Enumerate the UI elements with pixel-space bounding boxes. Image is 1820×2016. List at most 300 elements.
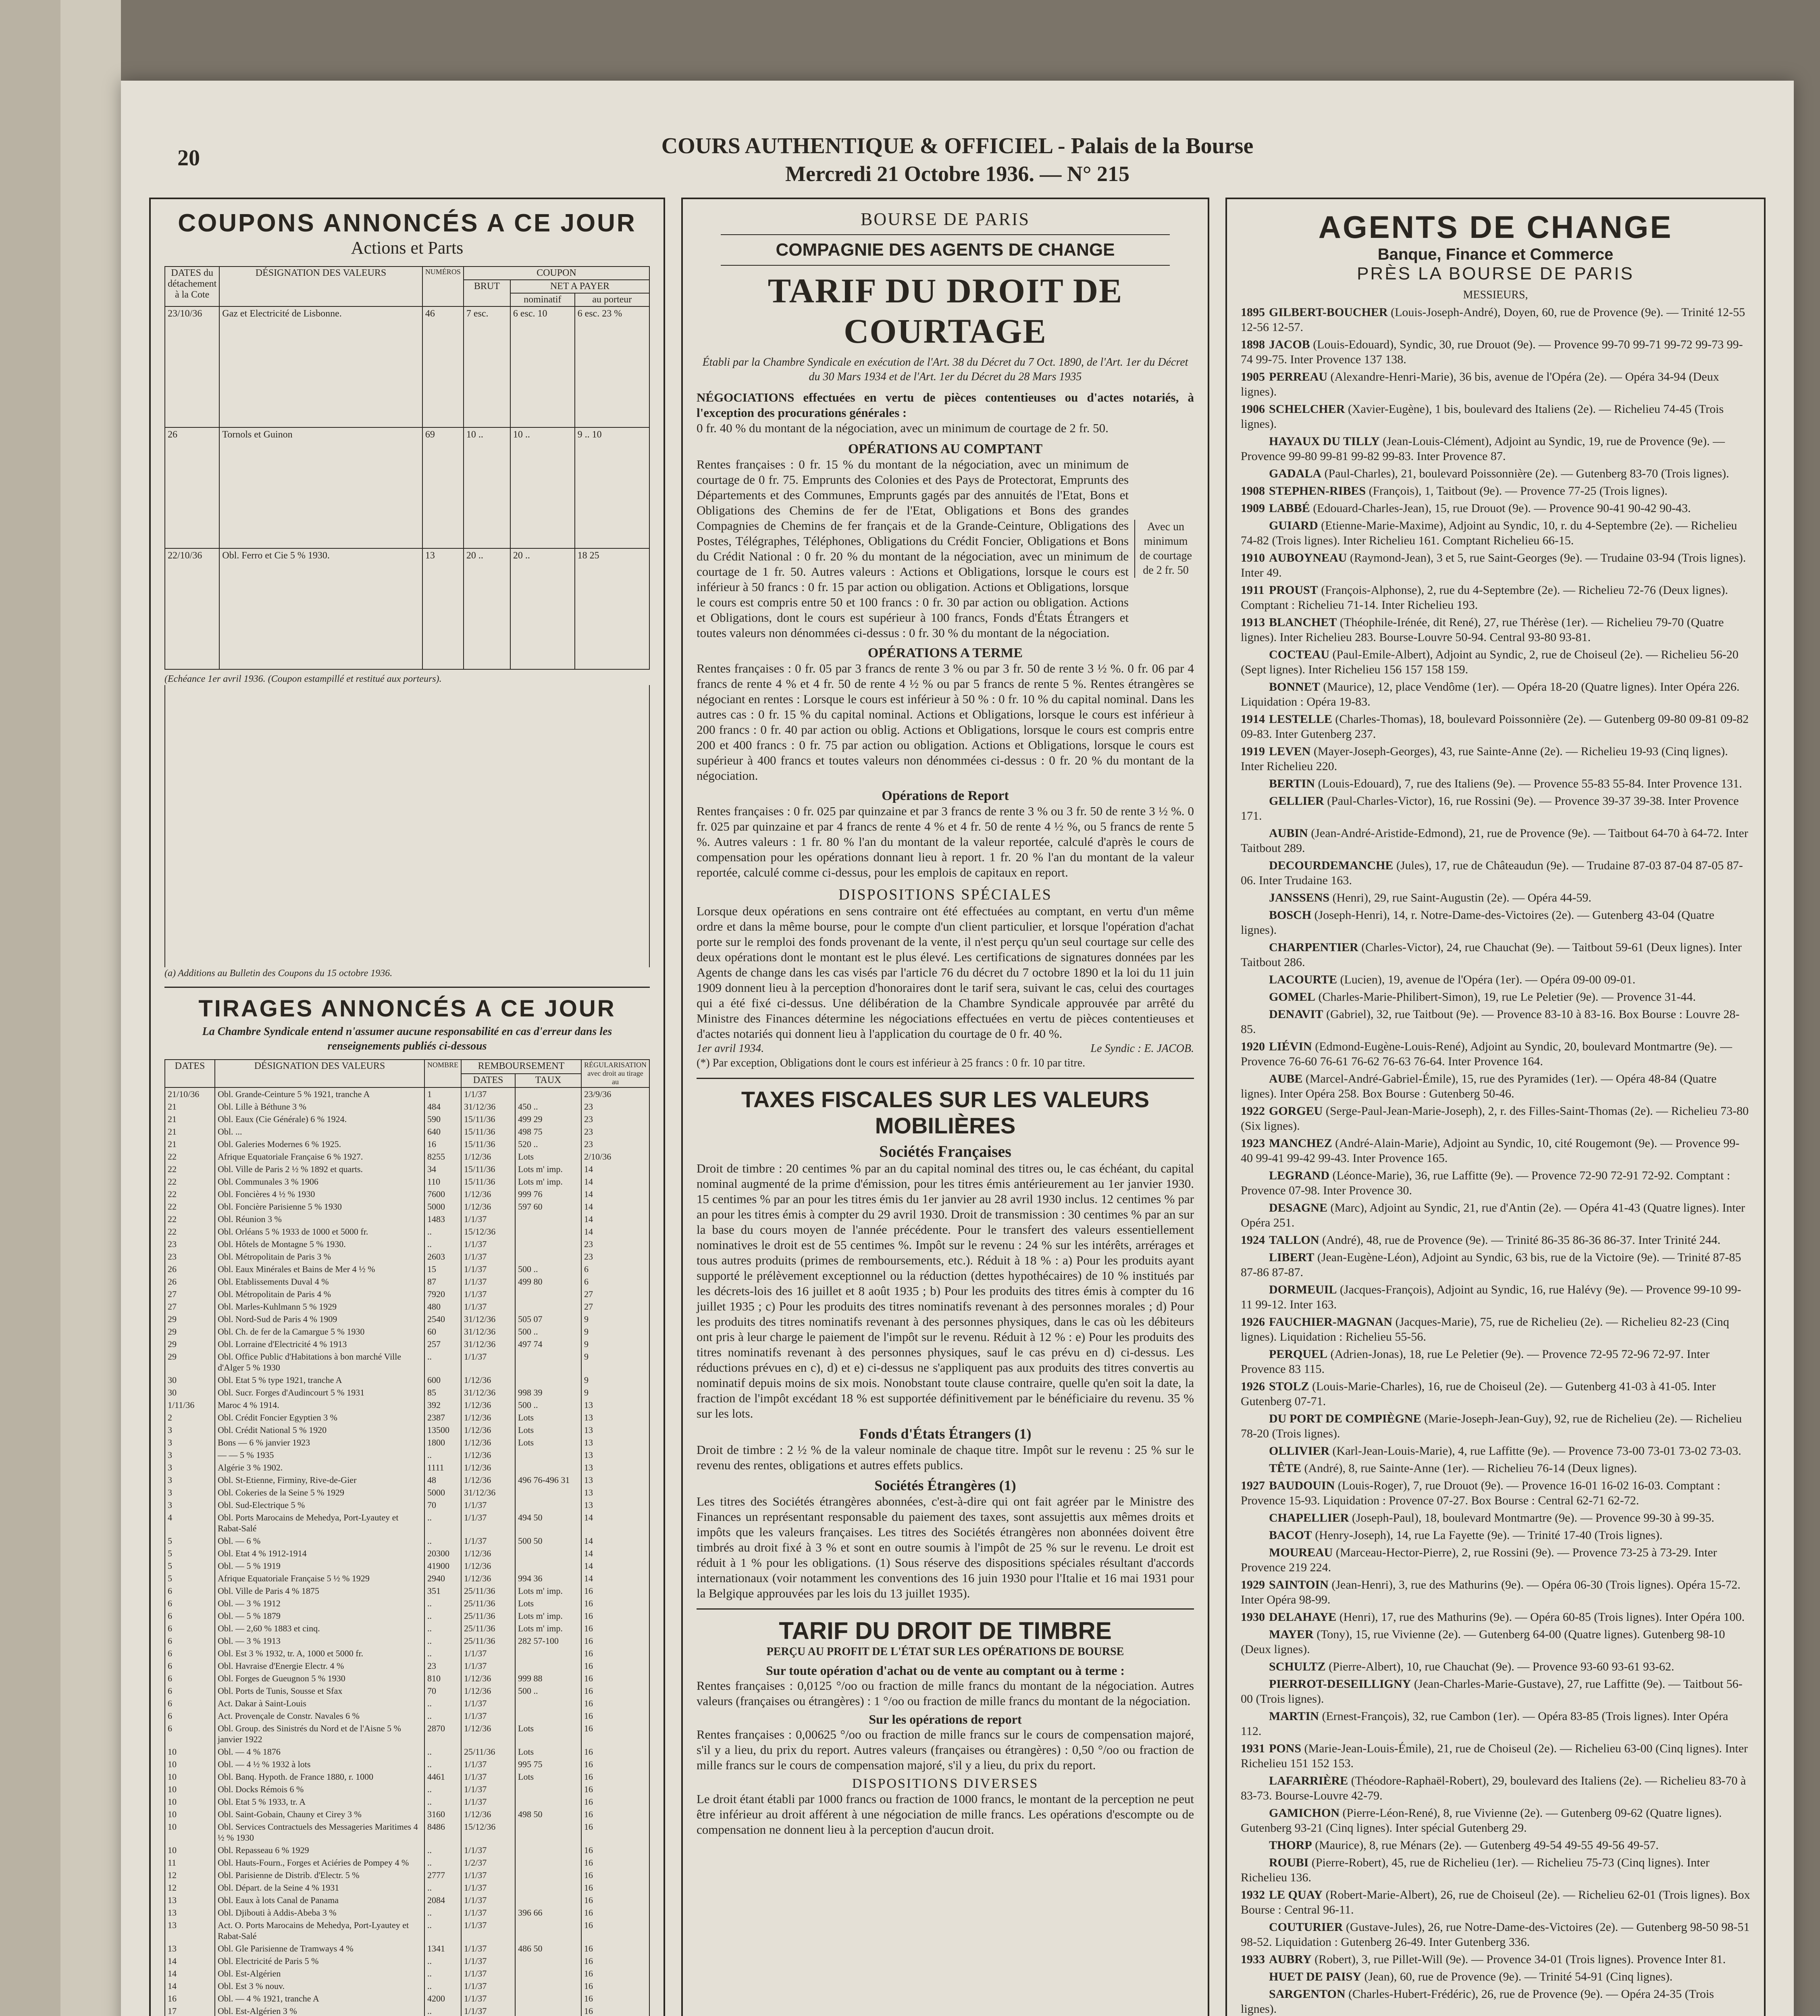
table-row — [165, 1919, 649, 1942]
tirage-cell-taux — [515, 1697, 581, 1710]
tirage-cell-taux: 500 .. — [515, 1685, 581, 1697]
courtage-title: TARIF DU DROIT DE COURTAGE — [768, 271, 1123, 350]
tirage-cell-nb: 600 — [424, 1374, 461, 1386]
tirage-cell-name: Obl. Etat 5 % type 1921, tranche A — [215, 1374, 424, 1386]
agent-name: GOMEL — [1269, 990, 1316, 1004]
tirage-cell-name: Obl. Est 3 % 1932, tr. A, 1000 et 5000 fr. — [215, 1647, 424, 1660]
agent-entry — [1241, 890, 1750, 905]
tirage-cell-reg: 14 — [581, 1511, 649, 1535]
agent-entry — [1241, 1007, 1750, 1037]
agent-year: 1909 — [1241, 502, 1265, 515]
tirage-cell-dates: 1/1/37 — [461, 1967, 515, 1980]
tirage-cell-taux — [515, 1238, 581, 1250]
coupon-cell-brut: 7 esc. — [464, 306, 510, 427]
agent-details: (Edmond-Eugène-Louis-René), Adjoint au Syndic, 20, boulevard Montmartre (9e). — Provence 76-60 76-61 76-62 76-63 76-64. Inter Provence 164. — [1241, 1040, 1732, 1068]
tirages-note: La Chambre Syndicale entend n'assumer aucune responsabilité en cas d'erreur dans les renseignements publiés ci-dessous — [202, 1025, 612, 1052]
tirage-cell-name: Obl. Sud-Electrique 5 % — [215, 1499, 424, 1511]
agent-year: 1914 — [1241, 712, 1265, 726]
agent-details: (André), 8, rue Sainte-Anne (1er). — Richelieu 76-14 (Deux lignes). — [1304, 1462, 1637, 1475]
agent-details: (Charles-Marie-Philibert-Simon), 19, rue Le Peletier (9e). — Provence 31-44. — [1318, 990, 1696, 1004]
tirage-cell-dates: 25/11/36 — [461, 1585, 515, 1597]
tirages-header-name: DÉSIGNATION DES VALEURS — [215, 1060, 424, 1087]
tirage-cell-taux — [515, 1560, 581, 1572]
tirage-cell-taux — [515, 1844, 581, 1856]
tirage-cell-dates: 1/1/37 — [461, 1783, 515, 1795]
agent-name: COCTEAU — [1269, 648, 1330, 661]
tirage-cell-name: Obl. Réunion 3 % — [215, 1213, 424, 1225]
tirage-cell-reg: 23 — [581, 1250, 649, 1263]
tirage-cell-taux: Lots — [515, 1424, 581, 1436]
coupons-header-porteur: au porteur — [575, 293, 649, 306]
tirage-cell-reg: 16 — [581, 1635, 649, 1647]
courtage-s2-text: Rentes françaises : 0 fr. 05 par 3 francs de rente 3 % ou par 3 fr. 50 de rente 3 ½ %. 0 fr. 06 par 4 francs de rente 4 % et 4 fr. 50 de rente 4 ½ % ou par 5 francs de rente 5 %. Rentes étrangères se négociant en rentes : Lorsque le cours est inférieur à 50 % : 0 fr. 10 % du capital nominal. Dans les autres cas : 0 fr. 15 % du capital nominal. Actions et Obligations, lorsque le cours est inférieur à 200 francs : 0 fr. 40 par action ou oblig. Actions et Obligations, lorsque le cours est compris entre 200 et 400 francs : 0 fr. 75 par action ou obligation. Actions et Obligations, lorsque le cours est supérieur à 400 francs et toutes valeurs non dénommées ci-dessus : 0 fr. 20 % du montant de la négociation. — [697, 661, 1194, 783]
agent-details: (Gustave-Jules), 26, rue Notre-Dame-des-Victoires (2e). — Gutenberg 98-50 98-51 98-52. Liquidation : Gutenberg 26-49. Inter Gutenberg 336. — [1241, 1920, 1750, 1949]
agent-name: STOLZ — [1269, 1380, 1309, 1393]
tirage-cell-reg: 23/9/36 — [581, 1087, 649, 1100]
tirage-cell-name: Obl. Est-Algérien — [215, 1967, 424, 1980]
table-row — [165, 1894, 649, 1906]
tirage-cell-reg: 16 — [581, 1919, 649, 1942]
tirage-cell-nb: 257 — [424, 1338, 461, 1350]
tirage-cell-date: 6 — [165, 1622, 215, 1635]
agent-name: BERTIN — [1269, 777, 1315, 790]
tirage-cell-name: — — 5 % 1935 — [215, 1449, 424, 1461]
tirage-cell-taux: 999 88 — [515, 1672, 581, 1685]
tirage-cell-nb: 4461 — [424, 1770, 461, 1783]
tirage-cell-reg: 16 — [581, 1881, 649, 1894]
agent-name: STEPHEN-RIBES — [1269, 484, 1366, 498]
agent-year: 1924 — [1241, 1233, 1265, 1247]
tirage-cell-dates: 25/11/36 — [461, 1635, 515, 1647]
tirage-cell-taux — [515, 1967, 581, 1980]
tirage-cell-date: 22 — [165, 1188, 215, 1200]
tirage-cell-reg: 9 — [581, 1386, 649, 1399]
table-row — [165, 1572, 649, 1585]
table-row — [165, 1250, 649, 1263]
agent-details: (Louis-Edouard), Syndic, 30, rue Drouot (9e). — Provence 99-70 99-71 99-72 99-73 99-74 99-75. Inter Provence 137 138. — [1241, 338, 1743, 366]
tirage-cell-taux — [515, 1547, 581, 1560]
taxes-divider — [697, 1608, 1194, 1610]
table-row — [165, 1535, 649, 1547]
tirage-cell-date: 3 — [165, 1461, 215, 1474]
tirage-cell-reg: 14 — [581, 1175, 649, 1188]
tirage-cell-nb: 23 — [424, 1660, 461, 1672]
tirage-cell-date: 3 — [165, 1424, 215, 1436]
table-row — [165, 1980, 649, 1992]
tirage-cell-dates: 31/12/36 — [461, 1313, 515, 1325]
tirage-cell-name: Act. Dakar à Saint-Louis — [215, 1697, 424, 1710]
tirage-cell-reg: 14 — [581, 1535, 649, 1547]
tirage-cell-nb: 480 — [424, 1300, 461, 1313]
agent-entry — [1241, 1969, 1750, 1984]
agent-entry — [1241, 337, 1750, 367]
agent-name: GELLIER — [1269, 794, 1324, 808]
tirage-cell-date: 23 — [165, 1250, 215, 1263]
tirage-cell-taux: 396 66 — [515, 1906, 581, 1919]
tirage-cell-nb: .. — [424, 1906, 461, 1919]
tirage-cell-nb: 2940 — [424, 1572, 461, 1585]
tirage-cell-taux: 497 74 — [515, 1338, 581, 1350]
tirage-cell-date: 13 — [165, 1942, 215, 1955]
agent-details: (Jean-Henri), 3, rue des Mathurins (9e). — Opéra 06-30 (Trois lignes). Opéra 15-72. Inter Opéra 98-99. — [1241, 1578, 1741, 1606]
tirage-cell-taux: 994 36 — [515, 1572, 581, 1585]
tirage-cell-reg: 14 — [581, 1560, 649, 1572]
tirage-cell-name: Obl. Grande-Ceinture 5 % 1921, tranche A — [215, 1087, 424, 1100]
tirage-cell-reg: 16 — [581, 1722, 649, 1745]
tirage-cell-date: 12 — [165, 1869, 215, 1881]
tirage-cell-taux — [515, 1647, 581, 1660]
table-row — [165, 306, 649, 427]
agent-details: (Jean-Louis-Clément), Adjoint au Syndic, 19, rue de Provence (9e). — Provence 99-80 99-81 99-82 99-83. Inter Provence 87. — [1241, 435, 1725, 463]
tirage-cell-name: Obl. Eaux à lots Canal de Panama — [215, 1894, 424, 1906]
tirage-cell-date: 10 — [165, 1758, 215, 1770]
agent-name: LESTELLE — [1269, 712, 1332, 726]
tirage-cell-nb: 392 — [424, 1399, 461, 1411]
agent-name: LIÉVIN — [1269, 1040, 1312, 1053]
agent-details: (Théophile-Irénée, dit René), 27, rue Thérèse (1er). — Richelieu 79-70 (Quatre lignes). Inter Richelieu 283. Bourse-Louvre 50-94. Central 93-80 93-81. — [1241, 616, 1724, 644]
tirage-cell-dates: 1/12/36 — [461, 1200, 515, 1213]
table-row — [165, 1163, 649, 1175]
agent-details: (Louis-Roger), 7, rue Drouot (9e). — Provence 16-01 16-02 16-03. Comptant : Provence 15-93. Liquidation : Provence 07-27. Box Bourse : Central 62-71 62-72. — [1241, 1479, 1720, 1507]
agent-details: (Pierre-Léon-René), 8, rue Vivienne (2e). — Gutenberg 09-62 (Quatre lignes). Gutenberg 93-21 (Cinq lignes). Inter spécial Gutenberg 29. — [1241, 1806, 1722, 1835]
tirage-cell-name: Obl. Djibouti à Addis-Abeba 3 % — [215, 1906, 424, 1919]
courtage-s4-sign: Le Syndic : E. JACOB. — [1090, 1042, 1194, 1055]
tirage-cell-date: 2 — [165, 1411, 215, 1424]
tirage-cell-name: Afrique Equatoriale Française 6 % 1927. — [215, 1150, 424, 1163]
tirage-cell-nb: 5000 — [424, 1486, 461, 1499]
table-row — [165, 1560, 649, 1572]
tirage-cell-name: Obl. Métropolitain de Paris 4 % — [215, 1288, 424, 1300]
tirage-cell-date: 10 — [165, 1820, 215, 1844]
table-row — [165, 1622, 649, 1635]
tirage-cell-taux: 499 29 — [515, 1113, 581, 1125]
tirage-cell-nb: .. — [424, 1647, 461, 1660]
agent-entry — [1241, 1545, 1750, 1575]
agent-name: DU PORT DE COMPIÈGNE — [1269, 1412, 1421, 1425]
tirage-cell-dates: 1/1/37 — [461, 1710, 515, 1722]
tirage-cell-taux: 498 75 — [515, 1125, 581, 1138]
tirage-cell-reg: 13 — [581, 1474, 649, 1486]
tirage-cell-date: 29 — [165, 1313, 215, 1325]
table-row — [165, 1275, 649, 1288]
tirage-cell-nb: .. — [424, 2005, 461, 2016]
agent-entry — [1241, 1478, 1750, 1508]
agent-details: (Tony), 15, rue Vivienne (2e). — Gutenberg 64-00 (Quatre lignes). Gutenberg 98-10 (Deux lignes). — [1241, 1628, 1725, 1656]
tirage-cell-reg: 16 — [581, 1869, 649, 1881]
tirage-cell-reg: 16 — [581, 1745, 649, 1758]
tirage-cell-taux: 995 75 — [515, 1758, 581, 1770]
coupons-table-filler — [164, 685, 650, 967]
coupon-cell-porteur: 6 esc. 23 % — [575, 306, 649, 427]
tirage-cell-nb: 7600 — [424, 1188, 461, 1200]
agent-name: BAUDOUIN — [1269, 1479, 1335, 1492]
tirage-cell-nb: 16 — [424, 1138, 461, 1150]
agent-details: (Gabriel), 32, rue Taitbout (9e). — Provence 83-10 à 83-16. Box Bourse : Louvre 28-85. — [1241, 1008, 1740, 1036]
tirage-cell-date: 6 — [165, 1710, 215, 1722]
coupon-cell-date: 26 — [165, 427, 219, 548]
tirage-cell-name: Obl. Eaux (Cie Générale) 6 % 1924. — [215, 1113, 424, 1125]
agent-details: (Charles-Victor), 24, rue Chauchat (9e). — Taitbout 59-61 (Deux lignes). Inter Taitbout 286. — [1241, 941, 1742, 969]
agent-entry — [1241, 1773, 1750, 1803]
agent-details: (Henry-Joseph), 14, rue La Fayette (9e). — Trinité 17-40 (Trois lignes). — [1315, 1529, 1663, 1542]
tirage-cell-name: Obl. Nord-Sud de Paris 4 % 1909 — [215, 1313, 424, 1325]
tirage-cell-nb: .. — [424, 1511, 461, 1535]
tirage-cell-dates: 1/12/36 — [461, 1436, 515, 1449]
tirage-cell-nb: .. — [424, 1710, 461, 1722]
newspaper-page — [121, 81, 1794, 2016]
agent-name: MANCHEZ — [1269, 1137, 1332, 1150]
tirage-cell-taux — [515, 1795, 581, 1808]
tirage-cell-dates: 1/1/37 — [461, 1535, 515, 1547]
agent-entry — [1241, 1250, 1750, 1280]
tirage-cell-date: 5 — [165, 1560, 215, 1572]
coupon-cell-nominatif: 6 esc. 10 — [510, 306, 575, 427]
tirage-cell-nb: 110 — [424, 1175, 461, 1188]
tirage-cell-name: Obl. Départ. de la Seine 4 % 1931 — [215, 1881, 424, 1894]
tirage-cell-date: 3 — [165, 1499, 215, 1511]
courtage-s1-title: OPÉRATIONS AU COMPTANT — [848, 442, 1043, 456]
coupon-cell-date: 22/10/36 — [165, 548, 219, 669]
tirage-cell-reg: 14 — [581, 1547, 649, 1560]
taxes-t1: Droit de timbre : 20 centimes % par an du capital nominal des titres ou, le cas échéant, du capital nominal augmenté de la prime d'émission, pour les titres émis antérieurement au 1er janvier 1930. 15 centimes % par an pour les titres émis du 1er janvier au 28 avril 1930 inclus. 12 centimes % par an pour les titres émis à compter du 29 avril 1930. Droit de transmission : 30 centimes % par an sur la base du cours moyen de l'année précédente. Pour le transfert des valeurs essentiellement nominatives le droit est de 55 centimes %. Impôt sur le revenu : 24 % sur les intérêts, arrérages et tous autres produits (primes de remboursements, etc.). Réduit à 18 % : a) Pour les produits ayant supporté le prélèvement exceptionnel ou la réduction (dettes hypothécaires) de 10 % institués par les décrets-lois des 16 juillet et 8 août 1935 ; b) Pour les produits des titres émis à compter du 16 juillet 1935 ; c) Pour les produits des titres nominatifs revenant à des personnes morales ; d) Pour les produits des titres nominatifs revenant à des personnes physiques, dans le cas où les débiteurs ont pris à leur charge le paiement de l'impôt sur le revenu. Réduit à 12 % : e) Pour les produits des titres nominatifs revenant à des personnes physiques, sauf le cas prévu en d) ci-dessus. Les réductions prévues en c), d) et e) ci-dessus ne s'appliquent pas aux produits des titres convertis au nominatif depuis moins de six mois. Nonobstant toute clause contraire, quelle qu'en soit la date, la fraction de l'impôt excédant 18 % est supportée définitivement par le bénéficiaire du revenu. 35 % sur les lots. — [697, 1161, 1194, 1420]
tirage-cell-nb: .. — [424, 1844, 461, 1856]
tirage-cell-reg: 16 — [581, 1770, 649, 1783]
tirage-cell-name: Obl. Eaux Minérales et Bains de Mer 4 ½ % — [215, 1263, 424, 1275]
tirage-cell-taux: Lots m' imp. — [515, 1175, 581, 1188]
tirage-cell-reg: 14 — [581, 1188, 649, 1200]
agent-details: (Henri), 29, rue Saint-Augustin (2e). — Opéra 44-59. — [1332, 891, 1591, 904]
tirage-cell-dates: 1/12/36 — [461, 1449, 515, 1461]
agent-entry — [1241, 1443, 1750, 1458]
table-row — [165, 1745, 649, 1758]
column-tarifs — [681, 198, 1209, 2016]
tirage-cell-taux — [515, 1955, 581, 1967]
tirage-cell-dates: 1/1/37 — [461, 1263, 515, 1275]
courtage-s4-note: (*) Par exception, Obligations dont le cours est inférieur à 25 francs : 0 fr. 10 par titre. — [697, 1057, 1086, 1069]
tirage-cell-date: 21/10/36 — [165, 1087, 215, 1100]
column-coupons-tirages — [149, 198, 665, 2016]
tirage-cell-nb: 5000 — [424, 1200, 461, 1213]
tirage-cell-name: Obl. — 6 % — [215, 1535, 424, 1547]
tirage-cell-name: Obl. Crédit Foncier Egyptien 3 % — [215, 1411, 424, 1424]
agent-name: PIERROT-DESEILLIGNY — [1269, 1677, 1411, 1691]
tirage-cell-taux: 450 .. — [515, 1100, 581, 1113]
tirage-cell-dates: 31/12/36 — [461, 1325, 515, 1338]
tirage-cell-name: Obl. Lille à Béthune 3 % — [215, 1100, 424, 1113]
tirage-cell-dates: 1/1/37 — [461, 2005, 515, 2016]
table-row — [165, 1125, 649, 1138]
tirage-cell-name: Obl. Forges de Gueugnon 5 % 1930 — [215, 1672, 424, 1685]
agent-entry — [1241, 647, 1750, 677]
taxes-h1: Sociétés Françaises — [879, 1142, 1011, 1160]
tirage-cell-name: Obl. Ch. de fer de la Camargue 5 % 1930 — [215, 1325, 424, 1338]
table-row — [165, 1386, 649, 1399]
timbre-h3: DISPOSITIONS DIVERSES — [852, 1776, 1039, 1791]
tirage-cell-nb: 70 — [424, 1685, 461, 1697]
tirage-cell-date: 27 — [165, 1288, 215, 1300]
tirage-cell-date: 12 — [165, 1881, 215, 1894]
agent-entry — [1241, 402, 1750, 431]
courtage-s1-min: Avec un minimum de courtage de 2 fr. 50 — [1134, 520, 1194, 578]
tirage-cell-date: 29 — [165, 1325, 215, 1338]
table-row — [165, 2005, 649, 2016]
tirage-cell-name: Obl. Repasseau 6 % 1929 — [215, 1844, 424, 1856]
table-row — [165, 1660, 649, 1672]
tirage-cell-name: Obl. St-Etienne, Firminy, Rive-de-Gier — [215, 1474, 424, 1486]
tirage-cell-dates: 31/12/36 — [461, 1338, 515, 1350]
tirage-cell-name: Obl. Est-Algérien 3 % — [215, 2005, 424, 2016]
tirage-cell-reg: 13 — [581, 1411, 649, 1424]
table-row — [165, 1906, 649, 1919]
tirage-cell-taux — [515, 1881, 581, 1894]
table-row — [165, 1597, 649, 1610]
courtage-s3-title: Opérations de Report — [882, 788, 1009, 803]
agent-name: LIBERT — [1269, 1251, 1315, 1264]
agent-details: (Jacques-François), Adjoint au Syndic, 16, rue Halévy (9e). — Provence 99-10 99-11 99-12. Inter 163. — [1241, 1283, 1741, 1311]
tirage-cell-nb: 640 — [424, 1125, 461, 1138]
agent-details: (Mayer-Joseph-Georges), 43, rue Sainte-Anne (2e). — Richelieu 19-93 (Cinq lignes). Inter Richelieu 220. — [1241, 745, 1728, 773]
tirage-cell-nb: 41900 — [424, 1560, 461, 1572]
coupon-cell-name: Gaz et Electricité de Lisbonne. — [219, 306, 422, 427]
agent-details: (Louis-Edouard), 7, rue des Italiens (9e). — Provence 55-83 55-84. Inter Provence 131. — [1318, 777, 1742, 790]
agent-details: (Marie-Jean-Louis-Émile), 21, rue de Choiseul (2e). — Richelieu 63-00 (Cinq lignes). Inter Richelieu 151 152 153. — [1241, 1742, 1748, 1770]
tirage-cell-nb: .. — [424, 1955, 461, 1967]
agent-details: (Xavier-Eugène), 1 bis, boulevard des Italiens (2e). — Richelieu 74-45 (Trois lignes). — [1241, 402, 1724, 431]
tirage-cell-taux — [515, 1449, 581, 1461]
tirage-cell-dates: 1/1/37 — [461, 1511, 515, 1535]
agent-details: (Charles-Thomas), 18, boulevard Poissonnière (2e). — Gutenberg 09-80 09-81 09-82 09-83. Inter Gutenberg 237. — [1241, 712, 1749, 741]
table-row — [165, 1113, 649, 1125]
tirage-cell-taux: 499 80 — [515, 1275, 581, 1288]
tirage-cell-name: Obl. — 3 % 1912 — [215, 1597, 424, 1610]
tirage-cell-date: 6 — [165, 1647, 215, 1660]
agent-details: (Karl-Jean-Louis-Marie), 4, rue Laffitte (9e). — Provence 73-00 73-01 73-02 73-03. — [1332, 1444, 1741, 1458]
tirage-cell-reg: 16 — [581, 2005, 649, 2016]
table-row — [165, 1992, 649, 2005]
agent-details: (Joseph-Paul), 18, boulevard Montmartre (9e). — Provence 99-30 à 99-35. — [1352, 1511, 1714, 1524]
tirage-cell-date: 26 — [165, 1275, 215, 1288]
courtage-p1b: 0 fr. 40 % du montant de la négociation, avec un minimum de courtage de 2 fr. 50. — [697, 421, 1109, 435]
table-row — [165, 1436, 649, 1449]
tirage-cell-nb: .. — [424, 1980, 461, 1992]
agent-entry — [1241, 826, 1750, 856]
tirage-cell-dates: 1/1/37 — [461, 1795, 515, 1808]
agent-entry — [1241, 466, 1750, 481]
tirage-cell-reg: 16 — [581, 1856, 649, 1869]
tirage-cell-reg: 16 — [581, 1955, 649, 1967]
table-row — [165, 1881, 649, 1894]
tirage-cell-nb: .. — [424, 1919, 461, 1942]
agent-details: (Adrien-Jonas), 18, rue Le Peletier (9e). — Provence 72-95 72-96 72-97. Inter Provence 83 115. — [1241, 1347, 1710, 1376]
tirage-cell-name: Obl. Sucr. Forges d'Audincourt 5 % 1931 — [215, 1386, 424, 1399]
tirage-cell-taux — [515, 1980, 581, 1992]
tirage-cell-taux — [515, 1087, 581, 1100]
tirage-cell-date: 21 — [165, 1138, 215, 1150]
coupons-footnote: (a) Additions au Bulletin des Coupons du 15 octobre 1936. — [164, 968, 393, 979]
agent-details: (Alexandre-Henri-Marie), 36 bis, avenue de l'Opéra (2e). — Opéra 34-94 (Deux lignes). — [1241, 370, 1719, 398]
table-row — [165, 1486, 649, 1499]
tirage-cell-reg: 16 — [581, 1795, 649, 1808]
tirage-cell-dates: 1/12/36 — [461, 1560, 515, 1572]
coupons-header-brut: BRUT — [464, 280, 510, 306]
tirage-cell-name: Obl. — 2,60 % 1883 et cinq. — [215, 1622, 424, 1635]
agent-name: OLLIVIER — [1269, 1444, 1330, 1458]
tirage-cell-reg: 13 — [581, 1461, 649, 1474]
agent-entry — [1241, 1887, 1750, 1917]
coupons-subtitle: Actions et Parts — [351, 238, 464, 258]
tirage-cell-reg: 16 — [581, 1844, 649, 1856]
tirage-cell-date: 5 — [165, 1547, 215, 1560]
agent-name: LEVEN — [1269, 745, 1311, 758]
tirage-cell-dates: 1/1/37 — [461, 1275, 515, 1288]
agent-entry — [1241, 1610, 1750, 1624]
tirage-cell-reg: 16 — [581, 1808, 649, 1820]
agent-details: (Marie-Joseph-Jean-Guy), 92, rue de Richelieu (2e). — Richelieu 78-20 (Trois lignes). — [1241, 1412, 1742, 1440]
agent-name: BLANCHET — [1269, 616, 1337, 629]
tirage-cell-name: Obl. Parisienne de Distrib. d'Electr. 5 % — [215, 1869, 424, 1881]
tirages-header-taux: TAUX — [515, 1074, 581, 1088]
tirage-cell-reg: 16 — [581, 1647, 649, 1660]
tirage-cell-date: 1/11/36 — [165, 1399, 215, 1411]
agent-name: TÊTE — [1269, 1462, 1302, 1475]
tirage-cell-nb: 1111 — [424, 1461, 461, 1474]
agent-details: (Henri), 17, rue des Mathurins (9e). — Opéra 60-85 (Trois lignes). Inter Opéra 100. — [1339, 1610, 1745, 1624]
agent-year: 1931 — [1241, 1742, 1265, 1755]
agent-entry — [1241, 1677, 1750, 1706]
tirage-cell-dates: 1/1/37 — [461, 1869, 515, 1881]
tirage-cell-taux: 486 50 — [515, 1942, 581, 1955]
tirage-cell-reg: 16 — [581, 1980, 649, 1992]
table-row — [165, 1188, 649, 1200]
tirage-cell-dates: 25/11/36 — [461, 1622, 515, 1635]
agent-entry — [1241, 1987, 1750, 2016]
tirage-cell-date: 10 — [165, 1745, 215, 1758]
coupons-divider — [164, 987, 650, 988]
agent-year: 1926 — [1241, 1380, 1265, 1393]
agent-name: HAYAUX DU TILLY — [1269, 435, 1380, 448]
tirage-cell-nb: 20300 — [424, 1547, 461, 1560]
tirage-cell-reg: 13 — [581, 1399, 649, 1411]
tirage-cell-taux — [515, 1486, 581, 1499]
agent-name: DESAGNE — [1269, 1201, 1328, 1214]
tirage-cell-nb: .. — [424, 1795, 461, 1808]
agent-entry — [1241, 1952, 1750, 1967]
tirage-cell-reg: 27 — [581, 1300, 649, 1313]
taxes-h3: Sociétés Étrangères (1) — [874, 1477, 1016, 1493]
tirage-cell-dates: 1/1/37 — [461, 1238, 515, 1250]
tirage-cell-date: 10 — [165, 1770, 215, 1783]
tirage-cell-taux — [515, 1783, 581, 1795]
tirage-cell-date: 6 — [165, 1635, 215, 1647]
tirage-cell-nb: 2084 — [424, 1894, 461, 1906]
courtage-intro: Établi par la Chambre Syndicale en exécution de l'Art. 38 du Décret du 7 Oct. 1890, de l'Art. 1er du Décret du 30 Mars 1934 et de l'Art. 1er du Décret du 28 Mars 1935 — [702, 356, 1188, 383]
agent-entry — [1241, 369, 1750, 399]
agent-name: DENAVIT — [1269, 1008, 1323, 1021]
agent-name: GUIARD — [1269, 519, 1318, 532]
tirage-cell-reg: 16 — [581, 1585, 649, 1597]
tirage-cell-taux: 520 .. — [515, 1138, 581, 1150]
agent-name: CHAPELLIER — [1269, 1511, 1349, 1524]
tirage-cell-date: 10 — [165, 1783, 215, 1795]
tirage-cell-taux: 500 .. — [515, 1325, 581, 1338]
agent-name: FAUCHIER-MAGNAN — [1269, 1315, 1393, 1329]
agent-year: 1932 — [1241, 1888, 1265, 1901]
coupon-cell-num: 46 — [422, 306, 464, 427]
tirage-cell-taux — [515, 1225, 581, 1238]
agent-entry — [1241, 501, 1750, 516]
agent-details: (Jean-Eugène-Léon), Adjoint au Syndic, 63 bis, rue de la Victoire (9e). — Trinité 87-85 87-86 87-87. — [1241, 1251, 1741, 1279]
agent-entry — [1241, 1347, 1750, 1377]
